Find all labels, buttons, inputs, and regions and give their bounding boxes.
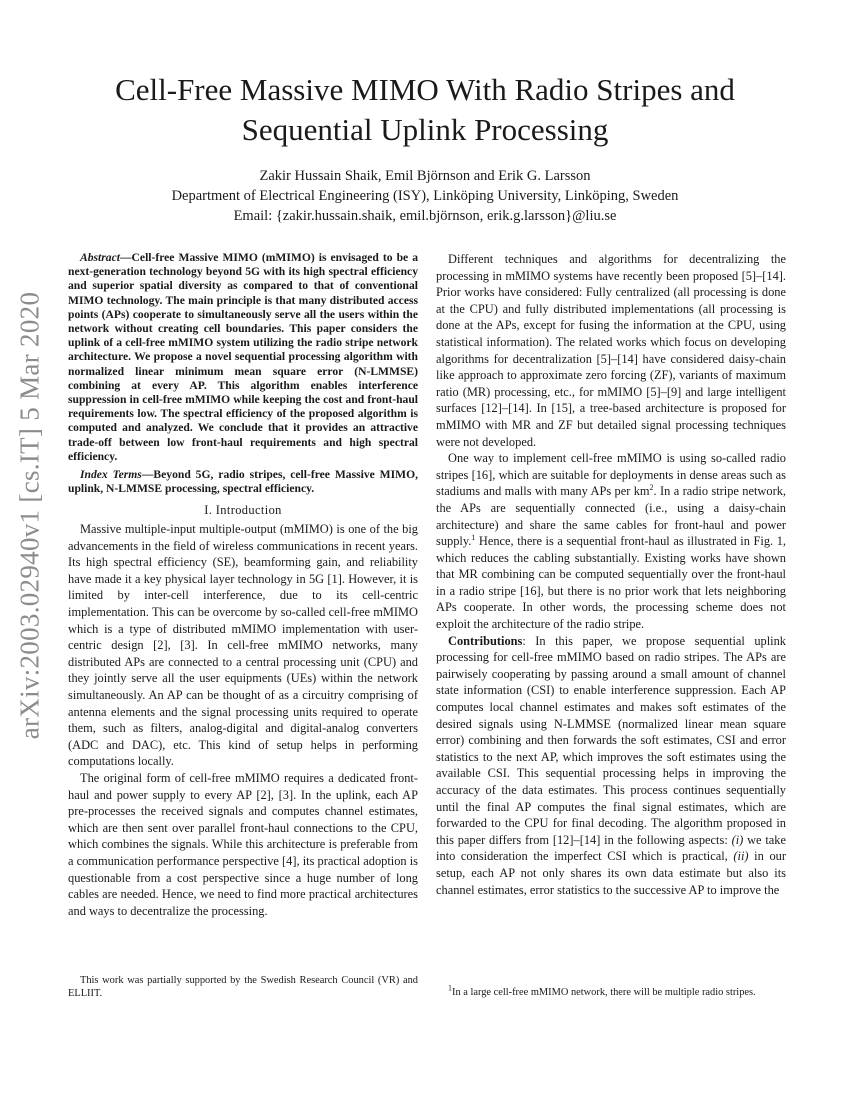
p2-text-c: Hence, there is a sequential front-haul as illustrated in Fig. 1, which reduces the cabling substantially. Existing works have shown that MR combining can be computed sequentially over the front-haul in a radio stripe [16], but there is no prior work that lets neighboring APs cooperate. In other words, the processing scheme does not exploit the architecture of the radio stripe. — [436, 534, 786, 632]
author-email: Email: {zakir.hussain.shaik, emil.björnson, erik.g.larsson}@liu.se — [233, 208, 617, 224]
arxiv-stamp — [6, 280, 54, 750]
author-block — [60, 166, 790, 226]
title-line-2: Sequential Uplink Processing — [241, 112, 609, 147]
funding-footnote: This work was partially supported by the Swedish Research Council (VR) and ELLIIT. — [68, 975, 418, 999]
intro-paragraph-1: Massive multiple-input multiple-output (mMIMO) is one of the big advancements in the field of wireless communications in recent years. Its high spectral efficiency (SE), beamforming gain, and reliability have made it a key physical layer technology in 5G [1]. However, it is limited by inter-cell interference, due to its cell-centric implementation. This can be overcome by so-called cell-free mMIMO which is a type of distributed mMIMO implementation with user-centric design [2], [3]. In cell-free mMIMO networks, many distributed APs are connected to a central processing unit (CPU) and they jointly serve all the user equipments (UEs) within the network simultaneously. An AP can be thought of as a circuitry comprising of antenna elements and the signal processing units required to operate them, such as filters, analog-digital and digital-analog converters (ADC and DAC), etc. This kind of setup helps in performing computations locally. — [68, 522, 418, 769]
section-heading-introduction: I. Introduction — [204, 503, 282, 518]
p2-superscript: 2 — [649, 483, 654, 493]
index-terms-text: —Beyond 5G, radio stripes, cell-free Massive MIMO, uplink, N-LMMSE processing, spectral efficiency. — [68, 468, 418, 496]
title-line-1: Cell-Free Massive MIMO With Radio Stripes and — [115, 72, 735, 107]
contributions-text-c: in our setup, each AP not only shares its own data estimate but also its channel estimates, error statistics to the successive AP to improve the — [436, 849, 786, 897]
author-affiliation: Department of Electrical Engineering (ISY), Linköping University, Linköping, Sweden — [171, 188, 679, 204]
contributions-paragraph — [436, 633, 786, 899]
index-terms — [68, 468, 418, 496]
paper-title — [60, 70, 790, 150]
p2-text-a: One way to implement cell-free mMIMO is using so-called radio stripes [16], which are suitable for deployments in dense areas such as stadiums and malls with many APs per km — [436, 451, 786, 499]
contributions-item-ii: (ii) — [733, 849, 749, 864]
footnote-1-mark: 1 — [448, 983, 452, 993]
contributions-item-i: (i) — [731, 832, 744, 847]
abstract-label: Abstract — [80, 251, 120, 264]
right-paragraph-1: Different techniques and algorithms for decentralizing the processing in mMIMO systems have recently been proposed [5]–[14]. Prior works have considered: Fully centralized (all processing is done at the CPU) and fully distributed implementations (all processing is done at the APs, except for fusing the information at the CPU, using statistical information). The related works which focus on developing algorithms for decentralization [5]–[14] have considered daisy-chain like approach to approximate zero forcing (ZF), variants of maximum ratio (MR) processing, etc., for mMIMO [5]–[9] and large intelligent surfaces [12]–[14]. In [15], a tree-based architecture is proposed for mMIMO with MR and ZF but detailed signal processing techniques were not developed. — [436, 252, 786, 449]
contributions-text-a: : In this paper, we propose sequential uplink processing for cell-free mMIMO based on radio stripes. The APs are pairwisely cooperating by passing around a small amount of channel state information (CSI) to enable interference suppression. Each AP computes local channel estimates and makes soft estimates of the desired signals using N-LMMSE (normalized linear mean square error) combining and then forwards the soft estimates, CSI and error statistics to the next AP, which improves the soft estimates using the available CSI. This sequential processing helps in improving the accuracy of the data estimates. This process continues sequentially until the final AP computes the final signal estimates, which are forwarded to the CPU for final decoding. The algorithm proposed in this paper differs from [12]–[14] in the following aspects: — [436, 633, 786, 847]
footnote-1 — [436, 983, 786, 999]
footnote-1-text: In a large cell-free mMIMO network, there will be multiple radio stripes. — [452, 987, 756, 998]
arxiv-id-text: arXiv:2003.02940v1 [cs.IT] 5 Mar 2020 — [14, 291, 45, 739]
index-terms-label: Index Terms — [80, 468, 142, 482]
p2-text-b: . In a radio stripe network, the APs are sequentially connected (i.e., using a daisy-chain architecture) and share the same cables for front-haul and power supply. — [436, 484, 786, 549]
contributions-text-b: we take into consideration the imperfect CSI which is practical, — [436, 832, 786, 864]
right-paragraph-2 — [436, 450, 786, 633]
right-column — [436, 251, 786, 898]
author-names: Zakir Hussain Shaik, Emil Björnson and Erik G. Larsson — [259, 168, 591, 184]
left-column — [68, 251, 418, 919]
footnote-mark: 1 — [471, 532, 476, 542]
abstract-text: —Cell-free Massive MIMO (mMIMO) is envisaged to be a next-generation technology beyond 5G with its high spectral efficiency and superior spatial diversity as compared to that of conventional MIMO technology. The main principle is that many distributed access points (APs) cooperate to simultaneously serve all the users within the network without creating cell boundaries. This paper considers the uplink of a cell-free mMIMO system utilizing the radio stripe network architecture. We propose a novel sequential processing algorithm with normalized linear minimum mean square error (N-LMMSE) combining at every AP. This algorithm enables interference suppression in cell-free mMIMO while keeping the cost and front-haul requirements low. The spectral efficiency of the proposed algorithm is computed and analyzed. We conclude that it provides an attractive trade-off between low front-haul requirements and high spectral efficiency. — [68, 251, 418, 463]
contributions-label: Contributions — [448, 633, 523, 648]
intro-paragraph-2: The original form of cell-free mMIMO requires a dedicated front-haul and power supply to every AP [2], [3]. In the uplink, each AP pre-processes the received signals and computes channel estimates, which are then sent over parallel front-haul connections to the CPU, which combines the signals. While this architecture is preferable from a communication performance perspective [4], its practical adoption is questionable from a cost perspective since a huge number of long cables are needed. Hence, we need to find more practical architectures and ways to decentralize the processing. — [68, 770, 418, 918]
abstract — [68, 251, 418, 464]
